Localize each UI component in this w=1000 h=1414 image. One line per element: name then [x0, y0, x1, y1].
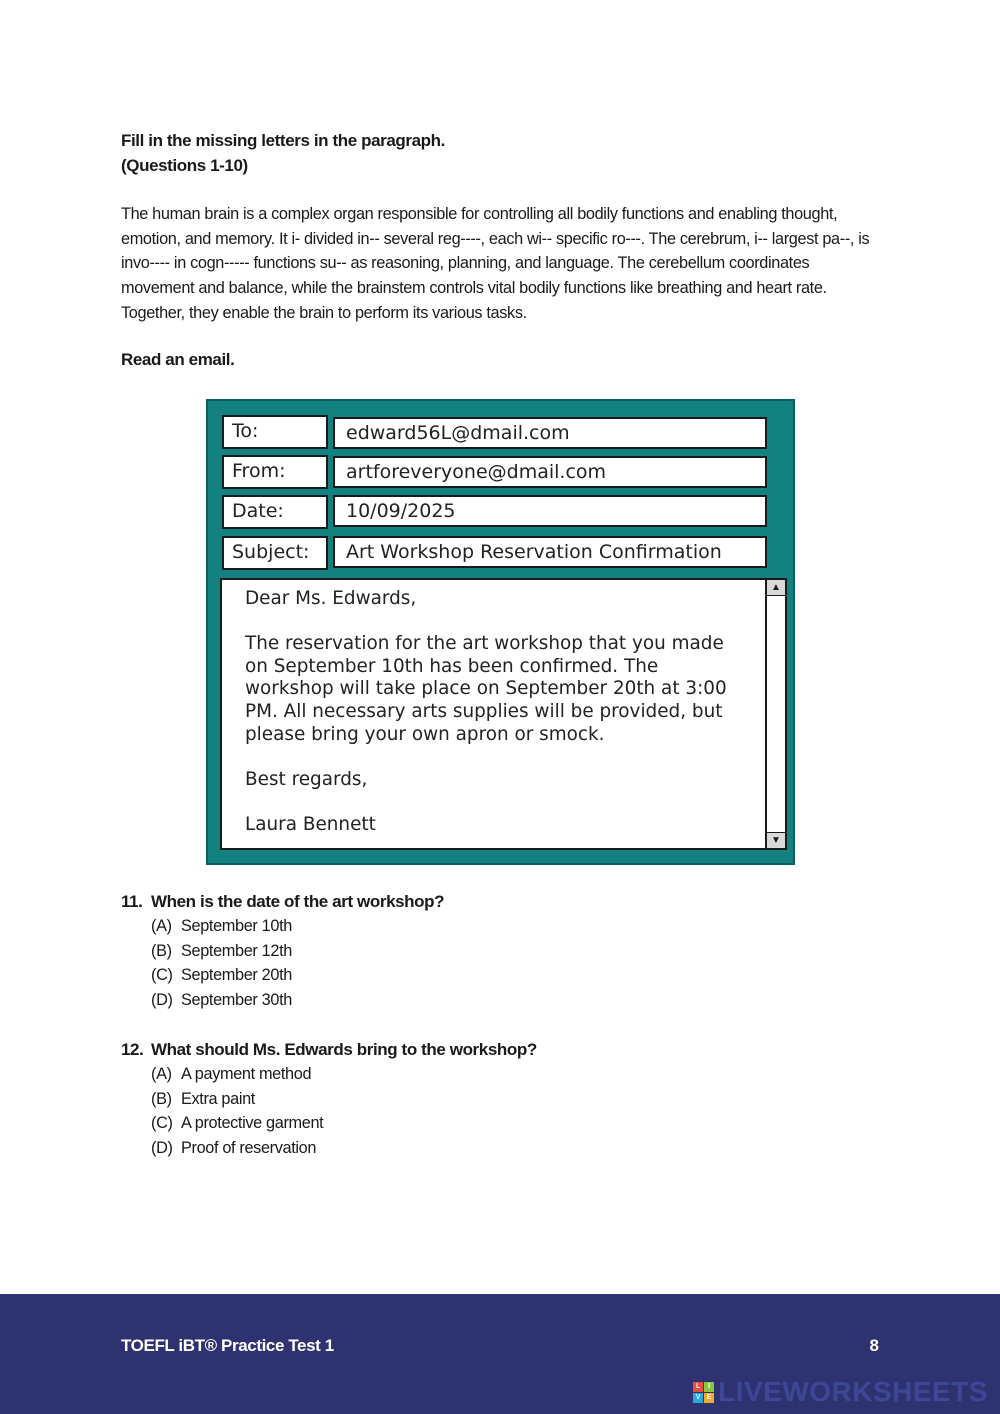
- read-email-heading: Read an email.: [121, 350, 235, 369]
- question-11: [121, 892, 444, 912]
- to-label: To:: [222, 415, 328, 449]
- option-letter: (A): [151, 1065, 172, 1083]
- instructions-title-line2: (Questions 1-10): [121, 156, 248, 175]
- option-text: September 30th: [181, 991, 292, 1009]
- q11-option-a[interactable]: [151, 917, 292, 936]
- page-number: 8: [869, 1336, 879, 1355]
- q11-option-b[interactable]: [151, 942, 292, 961]
- logo-letter: I: [704, 1382, 714, 1392]
- liveworksheets-logo[interactable]: [693, 1376, 988, 1408]
- option-text: Extra paint: [181, 1090, 255, 1108]
- q12-option-a[interactable]: [151, 1065, 311, 1084]
- date-label: Date:: [222, 495, 328, 529]
- question-number: 12.: [121, 1040, 144, 1059]
- option-text: A payment method: [181, 1065, 312, 1083]
- footer-title: TOEFL iBT® Practice Test 1: [121, 1336, 334, 1355]
- logo-letter: E: [704, 1393, 714, 1403]
- question-text: What should Ms. Edwards bring to the workshop?: [151, 1040, 537, 1059]
- logo-text: LIVEWORKSHEETS: [718, 1376, 988, 1407]
- email-main-text: The reservation for the art workshop that you made on September 10th has been confirmed. The workshop will take place on September 20th at 3:00 PM. All necessary arts supplies will be provided, but please bring your own apron or smock.: [245, 633, 727, 745]
- page-footer: [0, 1294, 1000, 1414]
- option-text: September 10th: [181, 917, 292, 935]
- q11-option-d[interactable]: [151, 991, 292, 1010]
- option-text: September 20th: [181, 966, 292, 984]
- subject-label: Subject:: [222, 536, 328, 570]
- cloze-paragraph: The human brain is a complex organ responsible for controlling all bodily functions and enabling thought, emotion, and memory. It i- divided in-- several reg----, each wi-- specific ro---. The cerebrum, i-- largest pa--, is invo---- in cogn----- functions su-- as reasoning, planning, and language. The cerebellum coordinates movement and balance, while the brainstem controls vital bodily functions like breathing and heart rate. Together, they enable the brain to perform its various tasks.: [121, 205, 870, 322]
- logo-grid-icon: [693, 1382, 714, 1403]
- option-letter: (B): [151, 1090, 172, 1108]
- from-label: From:: [222, 455, 328, 489]
- question-text: When is the date of the art workshop?: [151, 892, 445, 911]
- instructions-title-line1: Fill in the missing letters in the paragraph.: [121, 131, 445, 150]
- subject-value: Art Workshop Reservation Confirmation: [333, 536, 767, 568]
- q12-option-d[interactable]: [151, 1139, 316, 1158]
- email-greeting: Dear Ms. Edwards,: [245, 588, 417, 609]
- scroll-up-icon[interactable]: ▲: [767, 580, 785, 596]
- option-letter: (B): [151, 942, 172, 960]
- from-value: artforeveryone@dmail.com: [333, 456, 767, 488]
- option-text: September 12th: [181, 942, 292, 960]
- option-letter: (C): [151, 1114, 173, 1132]
- email-closing: Best regards,: [245, 768, 368, 790]
- option-text: Proof of reservation: [181, 1139, 317, 1157]
- logo-letter: L: [693, 1382, 703, 1392]
- instructions-title: [121, 128, 445, 178]
- option-text: A protective garment: [181, 1114, 324, 1132]
- option-letter: (C): [151, 966, 173, 984]
- email-window: [206, 399, 795, 865]
- email-body: [220, 578, 787, 850]
- q12-option-b[interactable]: [151, 1090, 255, 1109]
- option-letter: (A): [151, 917, 172, 935]
- q11-option-c[interactable]: [151, 966, 292, 985]
- option-letter: (D): [151, 1139, 173, 1157]
- email-body-text: [245, 588, 745, 859]
- question-12: [121, 1040, 537, 1060]
- email-signature: Laura Bennett: [245, 813, 376, 835]
- question-number: 11.: [121, 892, 143, 911]
- q12-option-c[interactable]: [151, 1114, 323, 1133]
- scroll-down-icon[interactable]: ▼: [767, 832, 785, 848]
- option-letter: (D): [151, 991, 173, 1009]
- to-value: edward56L@dmail.com: [333, 417, 767, 449]
- email-scrollbar[interactable]: [765, 580, 785, 848]
- logo-letter: V: [693, 1393, 703, 1403]
- date-value: 10/09/2025: [333, 495, 767, 527]
